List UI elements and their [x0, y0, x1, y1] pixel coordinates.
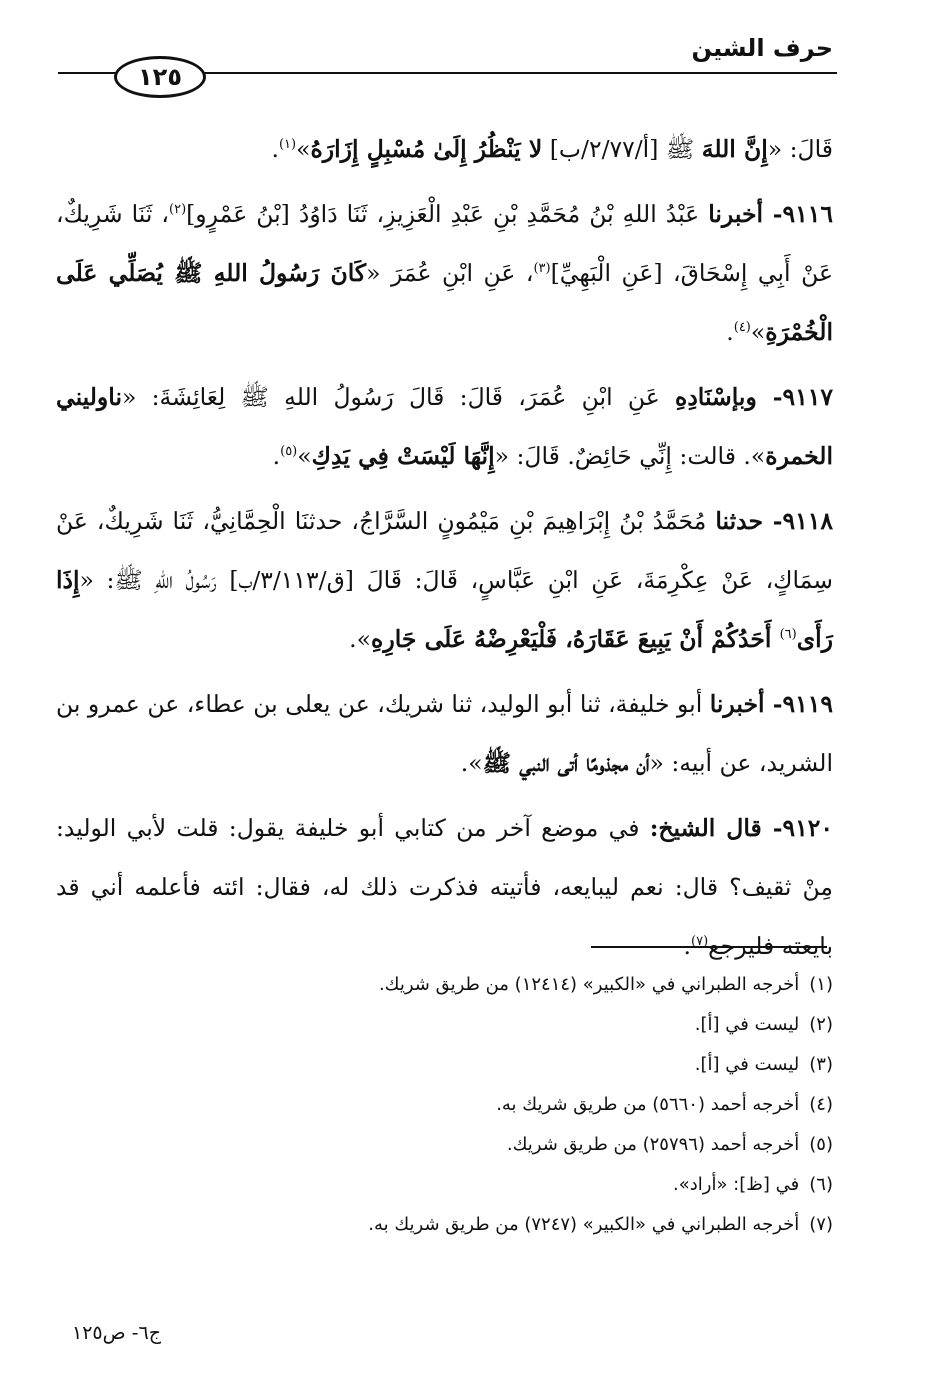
paragraph-5: [56, 675, 833, 793]
volume-page-reference: ج٦- ص١٢٥: [72, 1322, 161, 1344]
text-run: »: [356, 625, 372, 653]
text-run: »: [297, 442, 312, 470]
footnote-ref: (٦): [779, 627, 797, 643]
hadith-quote: إِذَا رَأَى: [56, 566, 833, 653]
page-number-badge: ١٢٥: [114, 56, 206, 98]
text-run: ، ثَنَا شَرِيكٌ، عَنْ أَبِي إِسْحَاقَ، [عَنِ الْبَهِيِّ]: [56, 200, 833, 287]
text-run: مُحَمَّدُ بْنُ إِبْرَاهِيمَ بْنِ مَيْمُونٍ السَّرَّاجُ، حدثنَا الْحِمَّانِيُّ، ثَنَا شَرِيكٌ، عَنْ سِمَاكٍ، عَنْ عِكْرِمَةَ، عَنِ ابْنِ عَبَّاسٍ، قَالَ: قَالَ [ق/٣/١١٣/ب] رَسُولُ اللهِ ﷺ: «: [56, 507, 833, 594]
footnotes: [60, 965, 833, 1245]
hadith-quote: كَانَ رَسُولُ اللهِ ﷺ يُصَلِّي عَلَى الْخُمْرَةِ: [56, 259, 833, 346]
paragraph-3: [56, 368, 833, 486]
footnote: [60, 1085, 833, 1125]
footnote-text: أخرجه أحمد (٥٦٦٠) من طريق شريك به.: [496, 1094, 800, 1115]
footnote-number: (٧): [809, 1214, 833, 1235]
text-run: .: [726, 318, 734, 346]
text-run: ﷺ [أ/٢/٧٧/ب]: [542, 135, 702, 163]
footnote: [60, 1045, 833, 1085]
footnote-text: ليست في [أ].: [694, 1014, 800, 1035]
hadith-number: ٩١١٩- أخبرنا: [709, 690, 833, 718]
footnote-ref: (٥): [280, 444, 298, 460]
footnote-number: (١): [809, 974, 833, 995]
footnote-number: (٦): [809, 1174, 833, 1195]
hadith-number: ٩١٢٠- قال الشيخ:: [649, 814, 833, 842]
text-run: ». قالت: إِنِّي حَائِضٌ. قَالَ: «: [494, 442, 766, 470]
hadith-quote: ناوليني الخمرة: [56, 383, 833, 470]
footnote-ref: (١): [278, 137, 297, 153]
text-run: .: [272, 442, 281, 470]
paragraph-2: [56, 185, 833, 362]
footnote-text: أخرجه الطبراني في «الكبير» (١٢٤١٤) من طريق شريك.: [378, 974, 800, 995]
footnote-ref: (٢): [169, 202, 187, 218]
hadith-quote: أَحَدُكُمْ أَنْ يَبِيعَ عَقَارَهُ، فَلْيَعْرِضْهُ عَلَى جَارِهِ: [371, 625, 780, 653]
paragraph-6: [56, 799, 833, 976]
footnote-text: ليست في [أ].: [694, 1054, 800, 1075]
text-run: .: [271, 135, 279, 163]
hadith-number: ٩١١٨- حدثنا: [715, 507, 833, 535]
footnote-number: (٢): [809, 1014, 833, 1035]
hadith-number: ٩١١٦- أخبرنا: [708, 200, 833, 228]
footnote: [60, 1165, 833, 1205]
footnote-ref: (٣): [533, 261, 551, 277]
hadith-quote: لا يَنْظُرُ إِلَىٰ مُسْبِلٍ إِزَارَهُ: [310, 135, 543, 163]
footnote-number: (٤): [809, 1094, 833, 1115]
footnote-rule: [591, 946, 827, 948]
text-run: »: [468, 749, 483, 777]
main-text: [56, 120, 833, 982]
text-run: عَبْدُ اللهِ بْنُ مُحَمَّدِ بْنِ عَبْدِ الْعَزِيزِ، ثَنَا دَاوُدُ [بْنُ عَمْرٍو]: [186, 200, 709, 228]
footnote-text: أخرجه الطبراني في «الكبير» (٧٢٤٧) من طريق شريك به.: [368, 1214, 800, 1235]
paragraph-1: [56, 120, 833, 179]
footnote: [60, 1125, 833, 1165]
text-run: »: [296, 135, 311, 163]
hadith-quote: أن مجذومًا أتى النبي ﷺ: [482, 749, 650, 777]
text-run: .: [349, 625, 357, 653]
hadith-quote: إِنَّ اللهَ: [701, 135, 768, 163]
paragraph-4: [56, 492, 833, 669]
footnote: [60, 1005, 833, 1045]
footnote-text: أخرجه أحمد (٢٥٧٩٦) من طريق شريك.: [506, 1134, 800, 1155]
footnote-text: في [ظ]: «أراد».: [673, 1174, 800, 1195]
text-run: »: [750, 318, 766, 346]
text-run: .: [460, 749, 469, 777]
footnote-ref: (٧): [691, 934, 709, 950]
hadith-number: ٩١١٧- وبإسْنَادِهِ: [675, 383, 834, 411]
text-run: قَالَ: «: [767, 135, 833, 163]
footnote: [60, 1205, 833, 1245]
text-run: ، عَنِ ابْنِ عُمَرَ «: [366, 259, 534, 287]
footnote-ref: (٤): [733, 320, 751, 336]
text-run: أبو خليفة، ثنا أبو الوليد، ثنا شريك، عن يعلى بن عطاء، عن عمرو بن الشريد، عن أبيه: «: [56, 690, 833, 777]
text-run: .: [683, 932, 692, 960]
hadith-quote: إِنَّهَا لَيْسَتْ فِي يَدِكِ: [311, 442, 495, 470]
chapter-header: حرف الشين: [691, 34, 833, 62]
text-run: في موضع آخر من كتابي أبو خليفة يقول: قلت لأبي الوليد: مِنْ ثقيف؟ قال: نعم ليبايعه، فأتيته فذكرت ذلك له، فقال: ائته فأعلمه أني قد بايعته فليرجع: [56, 814, 833, 960]
footnote-number: (٥): [809, 1134, 833, 1155]
footnote: [60, 965, 833, 1005]
text-run: عَنِ ابْنِ عُمَرَ، قَالَ: قَالَ رَسُولُ اللهِ ﷺ لِعَائِشَةَ: «: [121, 383, 676, 411]
footnote-number: (٣): [809, 1054, 833, 1075]
